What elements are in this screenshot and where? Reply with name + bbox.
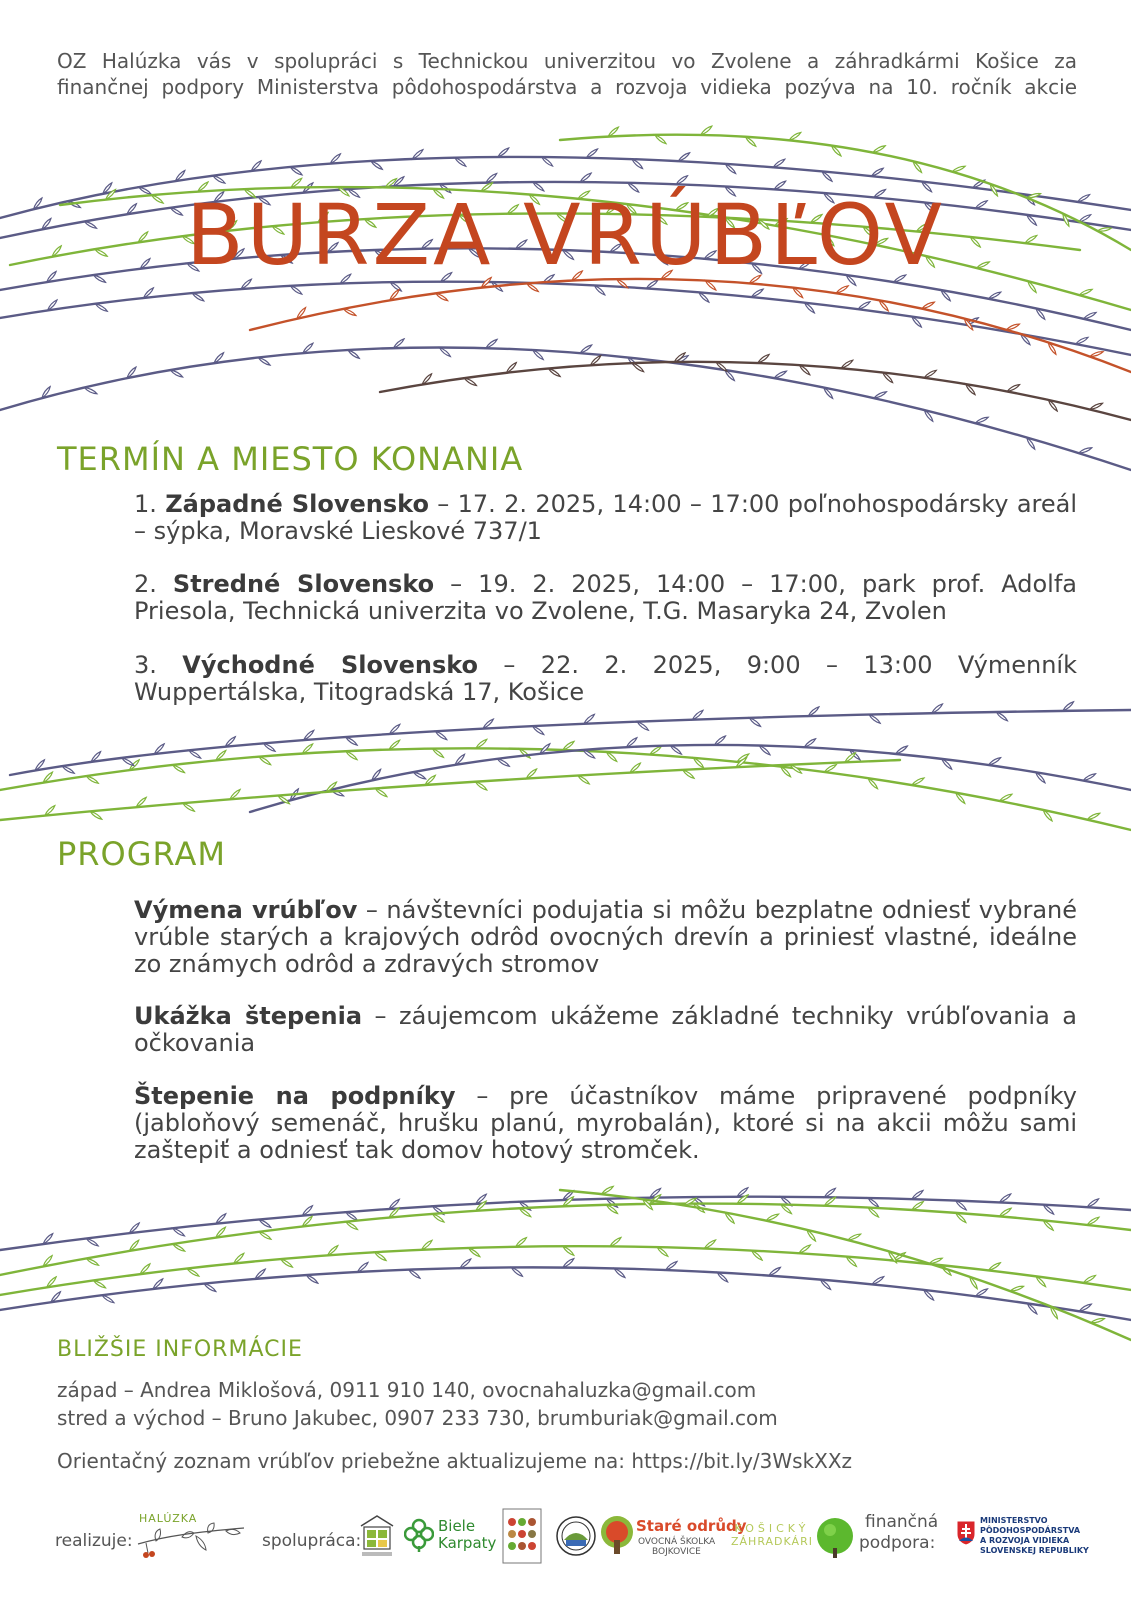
kosicky-zahradkari-logo xyxy=(731,1522,813,1548)
footer-partners xyxy=(0,1508,1131,1568)
ministry-line-4: SLOVENSKEJ REPUBLIKY xyxy=(980,1546,1089,1555)
list-note: Orientačný zoznam vrúbľov priebežne aktualizujeme na: https://bit.ly/3WskXXz xyxy=(57,1449,853,1473)
intro-text xyxy=(57,48,1077,100)
podpora-text: podpora: xyxy=(859,1533,936,1553)
intro-line-2: finančnej podpory Ministerstva pôdohospodárstva a rozvoja vidieka pozýva na 10. ročník akcie xyxy=(57,75,1077,99)
branch-bud xyxy=(476,739,487,748)
zahradkari-text: ZÁHRADKÁRI xyxy=(731,1535,813,1548)
branch-bud xyxy=(563,741,574,750)
branch-bud xyxy=(432,748,443,757)
stare-odrody-logo xyxy=(636,1517,747,1557)
ministry-line-2: PÔDOHOSPODÁRSTVA xyxy=(980,1526,1081,1535)
program-item xyxy=(134,1003,1077,1057)
branch-bud xyxy=(542,157,553,166)
contact-west: západ – Andrea Miklošová, 0911 910 140, ovocnahaluzka@gmail.com xyxy=(57,1378,757,1402)
haluzka-logo xyxy=(136,1512,248,1560)
program-item-name: Výmena vrúbľov xyxy=(134,896,358,924)
intro-line-1: OZ Halúzka vás v spolupráci s Technickou univerzitou vo Zvolene a záhradkármi Košice za xyxy=(57,49,1077,73)
haluzka-logo-text: HALÚZKA xyxy=(139,1512,198,1525)
haluzka-branch-icon xyxy=(136,1522,248,1560)
stare-odrody-icon xyxy=(600,1512,634,1558)
house-logo-icon xyxy=(358,1514,396,1560)
kosicky-text: KOŠICKÝ xyxy=(734,1522,810,1535)
program-item-text: – záujemcom ukážeme základné techniky vrúbľovania a očkovania xyxy=(134,1002,1077,1057)
branch-bud xyxy=(563,1259,574,1268)
branch-bud xyxy=(586,149,597,158)
event-region: Východné Slovensko xyxy=(182,651,479,679)
branch-stem xyxy=(560,1190,1131,1340)
event-details: – 22. 2. 2025, 9:00 – 13:00 Výmenník Wuppertálska, Titogradská 17, Košice xyxy=(134,651,1077,706)
event-number: 2. xyxy=(134,570,173,598)
branch-bud xyxy=(655,135,666,144)
program-item xyxy=(134,1083,1077,1164)
branch-bud xyxy=(670,745,681,754)
bojkovice-text: BOJKOVICE xyxy=(652,1547,701,1557)
branch-bud xyxy=(758,354,769,363)
branch-stem xyxy=(0,1267,1131,1320)
branch-bud xyxy=(637,721,648,730)
stare-odrody-text: Staré odrůdy xyxy=(636,1517,747,1535)
branch-stem xyxy=(380,362,1131,420)
branch-bud xyxy=(996,712,1007,721)
event-item xyxy=(134,652,1077,706)
branch-bud xyxy=(580,173,591,182)
program-item xyxy=(134,897,1077,978)
branch-bud xyxy=(704,1240,715,1249)
biele-text: Biele xyxy=(438,1517,476,1535)
branch-bud xyxy=(439,348,450,357)
branch-bud xyxy=(511,1267,522,1276)
page-title: BURZA VRÚBĽOV xyxy=(185,186,946,284)
branch-bud xyxy=(610,1237,621,1246)
branch-bud xyxy=(749,717,760,726)
branch-bud xyxy=(498,148,509,157)
realizuje-label: realizuje: xyxy=(55,1531,133,1551)
clover-logo-icon xyxy=(404,1518,434,1552)
branch-bud xyxy=(486,339,497,348)
event-number: 3. xyxy=(134,651,183,679)
branch-bud xyxy=(701,126,712,135)
program-item-text: – pre účastníkov máme pripravené podpníky (jabloňový semenáč, hrušku planú, myrobalán), ktoré si na akcii môžu sami zaštepiť a odniesť tak domov hotový stromček. xyxy=(134,1082,1077,1164)
branch-bud xyxy=(869,714,880,723)
financna-podpora-label xyxy=(859,1512,938,1554)
regional-crest-icon xyxy=(556,1514,596,1558)
branch-bud xyxy=(824,1188,835,1197)
program-item-name: Štepenie na podpníky xyxy=(134,1082,456,1110)
program-item-text: – návštevníci podujatia si môžu bezplatne odniesť vybrané vrúble starých a krajových odrôd ovocných drevín a priniesť vlastné, ideálne zo známych odrôd a zdravých stromov xyxy=(134,896,1077,978)
slovak-coat-of-arms-icon xyxy=(956,1520,976,1546)
branch-bud xyxy=(455,157,466,166)
termin-heading: TERMÍN A MIESTO KONANIA xyxy=(57,440,524,478)
event-details: – 17. 2. 2025, 14:00 – 17:00 poľnohospodársky areál – sýpka, Moravské Lieskové 737/1 xyxy=(134,490,1078,545)
event-item xyxy=(134,571,1077,625)
ministry-line-1: MINISTERSTVO xyxy=(980,1516,1048,1525)
spolupraca-label: spolupráca: xyxy=(262,1531,362,1551)
program-item-name: Ukážka štepenia xyxy=(134,1002,363,1030)
green-tree-logo-icon xyxy=(816,1514,854,1560)
branch-bud xyxy=(715,736,726,745)
ministry-logo-text xyxy=(980,1516,1089,1556)
event-region: Stredné Slovensko xyxy=(172,570,435,598)
biele-karpaty-logo xyxy=(438,1518,496,1552)
event-region: Západné Slovensko xyxy=(165,490,429,518)
financna-text: finančná xyxy=(865,1512,939,1532)
branch-bud xyxy=(515,1238,526,1247)
event-details: – 19. 2. 2025, 14:00 – 17:00, park prof. Adolfa Priesola, Technická univerzita vo Zvolene, T.G. Masaryka 24, Zvolen xyxy=(134,570,1077,625)
karpaty-text: Karpaty xyxy=(438,1534,497,1552)
contact-center-east: stred a východ – Bruno Jakubec, 0907 233 730, brumburiak@gmail.com xyxy=(57,1406,778,1430)
program-heading: PROGRAM xyxy=(57,835,226,873)
branch-bud xyxy=(409,1269,420,1278)
event-item xyxy=(134,491,1077,545)
branch-bud xyxy=(563,1246,574,1255)
event-number: 1. xyxy=(134,490,166,518)
ministry-line-3: A ROZVOJA VIDIEKA xyxy=(980,1536,1070,1545)
ovocna-skolka-text: OVOCNÁ ŠKOLKA xyxy=(638,1537,716,1547)
info-heading: BLIŽŠIE INFORMÁCIE xyxy=(57,1337,303,1362)
branch-bud xyxy=(469,1248,480,1257)
fruit-grid-logo-icon xyxy=(502,1508,542,1564)
